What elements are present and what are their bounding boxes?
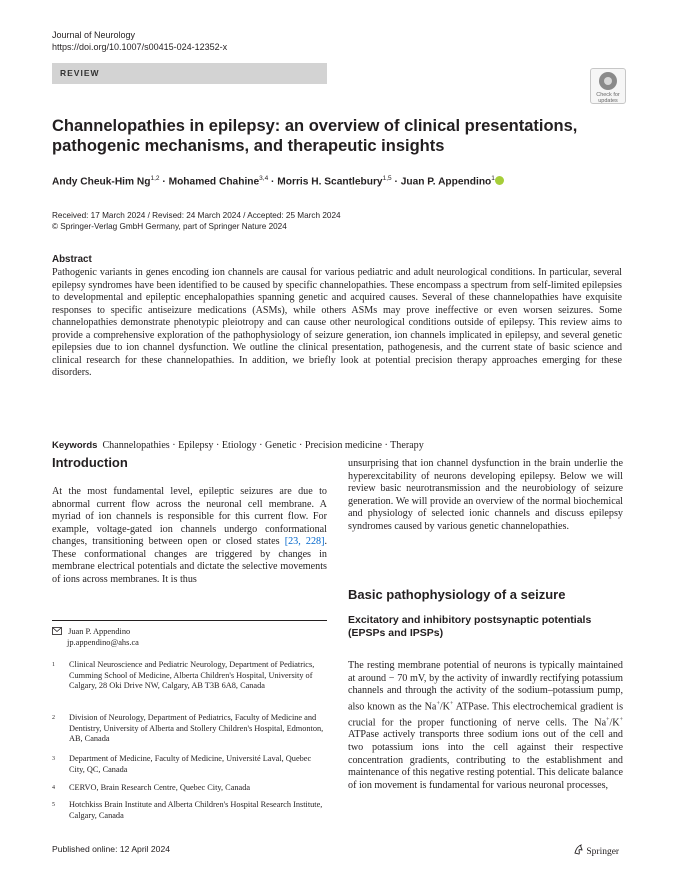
article-title — [52, 116, 612, 156]
author-4[interactable]: Juan P. Appendino — [400, 176, 492, 188]
footnote-3: 3 Department of Medicine, Faculty of Medicine, Université Laval, Quebec City, QC, Canada — [52, 754, 312, 774]
springer-horse-icon — [573, 844, 584, 855]
intro-citation-link[interactable]: [23, 228] — [284, 536, 325, 548]
author-list: Andy Cheuk-Him Ng$^{1,2}$ · Mohamed Chahine$^{3,4}$ · Morris H. Scantlebury$^{1,5}$ · Juan P. Appendino$^1$ — [52, 175, 504, 187]
title-line-2: pathogenic mechanisms, and therapeutic insights — [52, 137, 445, 155]
copyright-line: © Springer-Verlag GmbH Germany, part of Springer Nature 2024 — [52, 222, 287, 231]
title-line-1: Channelopathies in epilepsy: an overview of clinical presentations, — [52, 117, 578, 135]
footnote-4: 4 CERVO, Brain Research Centre, Quebec City, Canada — [52, 783, 251, 792]
article-dates — [52, 210, 341, 232]
section-label: REVIEW — [60, 68, 100, 78]
badge-line2: updates — [598, 98, 618, 104]
epsp-ipsp-heading: Excitatory and inhibitory postsynaptic potentials (EPSPs and IPSPs) — [348, 614, 592, 639]
intro-heading: Introduction — [52, 455, 128, 470]
resting-potential-paragraph: The resting membrane potential of neurons is typically maintained at around − 70 mV, by the activity of inwardly rectifying potassium channels and through the activity of the sodium–potassium pump, also known as the Na+/K+ ATPase. This electrochemical gradient is crucial for the proper functioning of nerve cells. The Na+/K+ ATPase actively transports three sodium ions out of the cell and two potassium ions into the cell against their respective concentration gradients, contributing to the establishment and maintenance of this negative resting potential. This delicate balance of ion movement is fundamental for various neuronal processes, — [348, 660, 624, 791]
publisher-name: Springer — [586, 847, 620, 857]
abstract-text: Pathogenic variants in genes encoding ion channels are causal for various pediatric and adult neurological conditions. In particular, several epilepsy syndromes have been identified to be caused by specific channelopathies. These encompass a spectrum from self-limited epilepsies to developmental and epileptic encephalopathies spanning genetic and acquired causes. Several of these channelopathies have exquisite responses to specific antiseizure medications (ASMs), while others ASMs may prove ineffective or even worsen seizures. Some channelopathies demonstrate phenotypic pleiotropy and can cause other neurological conditions outside of epilepsy. This review aims to provide a comprehensive exploration of the pathophysiology of seizure generation, ion channels implicated in epilepsy, and several genetic epilepsies due to ion channel dysfunction. We outline the clinical presentation, pathogenesis, and the current state of basic science and clinical research for these channelopathies. In addition, we briefly look at potential precision therapy approaches emerging for these disorders. — [52, 267, 622, 379]
published-online: Published online: 12 April 2024 — [52, 844, 171, 854]
badge-line1: Check for — [596, 92, 620, 98]
author-4-affil: 1 — [491, 175, 495, 182]
footnote-1: 1 Clinical Neuroscience and Pediatric Neurology, Department of Pediatrics, Cumming School of Medicine, Alberta Children's Hospital, University of Calgary, 28 Oki Drive NW, Calgary, AB T3B 6A8, Canada — [52, 660, 315, 691]
keywords — [52, 440, 424, 451]
footnote-2: 2 Division of Neurology, Department of Pediatrics, Faculty of Medicine and Dentistry, University of Alberta and Stollery Children's Hospital, Edmonton, AB, Canada — [52, 713, 324, 744]
dates-line: Received: 17 March 2024 / Revised: 24 March 2024 / Accepted: 25 March 2024 — [52, 211, 341, 220]
contact-name: Juan P. Appendino — [68, 627, 131, 636]
keywords-text: Channelopathies · Epilepsy · Etiology · Genetic · Precision medicine · Therapy — [102, 440, 424, 451]
author-3[interactable]: Morris H. Scantlebury — [277, 176, 383, 188]
author-1-affil: 1,2 — [150, 175, 160, 182]
journal-name: Journal of Neurology — [52, 30, 136, 40]
abstract-heading: Abstract — [52, 254, 92, 265]
check-for-updates-icon[interactable] — [590, 68, 626, 104]
contact-email[interactable]: jp.appendino@ahs.ca — [67, 638, 139, 647]
author-1[interactable]: Andy Cheuk-Him Ng — [52, 176, 151, 188]
basic-pathophysiology-heading: Basic pathophysiology of a seizure — [348, 587, 566, 602]
corresponding-author — [52, 626, 139, 648]
intro-paragraph: At the most fundamental level, epileptic seizures are due to abnormal current flow across the neuronal cell membrane. A myriad of ion channels is responsible for this current flow. For example, voltage-gated ion channels undergo conformational changes, transitioning between open or closed states [23, 228]. These conformational changes are triggered by changes in membrane electrical potentials and dictate the selective movements of ions across membranes. It is thus — [52, 486, 327, 585]
author-2[interactable]: Mohamed Chahine — [168, 176, 260, 188]
author-2-affil: 3,4 — [259, 175, 269, 182]
footnote-divider — [52, 620, 327, 621]
orcid-icon[interactable] — [495, 176, 504, 185]
envelope-icon — [52, 627, 62, 635]
footnote-5: 5 Hotchkiss Brain Institute and Alberta Children's Hospital Research Institute, Calgary, Canada — [52, 800, 323, 820]
journal-doi[interactable]: https://doi.org/10.1007/s00415-024-12352-x — [52, 42, 228, 52]
journal-header — [52, 29, 227, 53]
author-3-affil: 1,5 — [382, 175, 392, 182]
intro-continuation: unsurprising that ion channel dysfunction in the brain underlie the hyperexcitability of neurons developing epilepsy. Below we will review basic neurotransmission and the neurobiology of seizure generation. We will provide an overview of the normal biochemical and physiology of selected ionic channels and discuss epilepsy syndromes caused by various genetic channelopathies. — [348, 458, 623, 532]
keywords-label: Keywords — [52, 440, 98, 451]
publisher-logo — [573, 844, 619, 857]
